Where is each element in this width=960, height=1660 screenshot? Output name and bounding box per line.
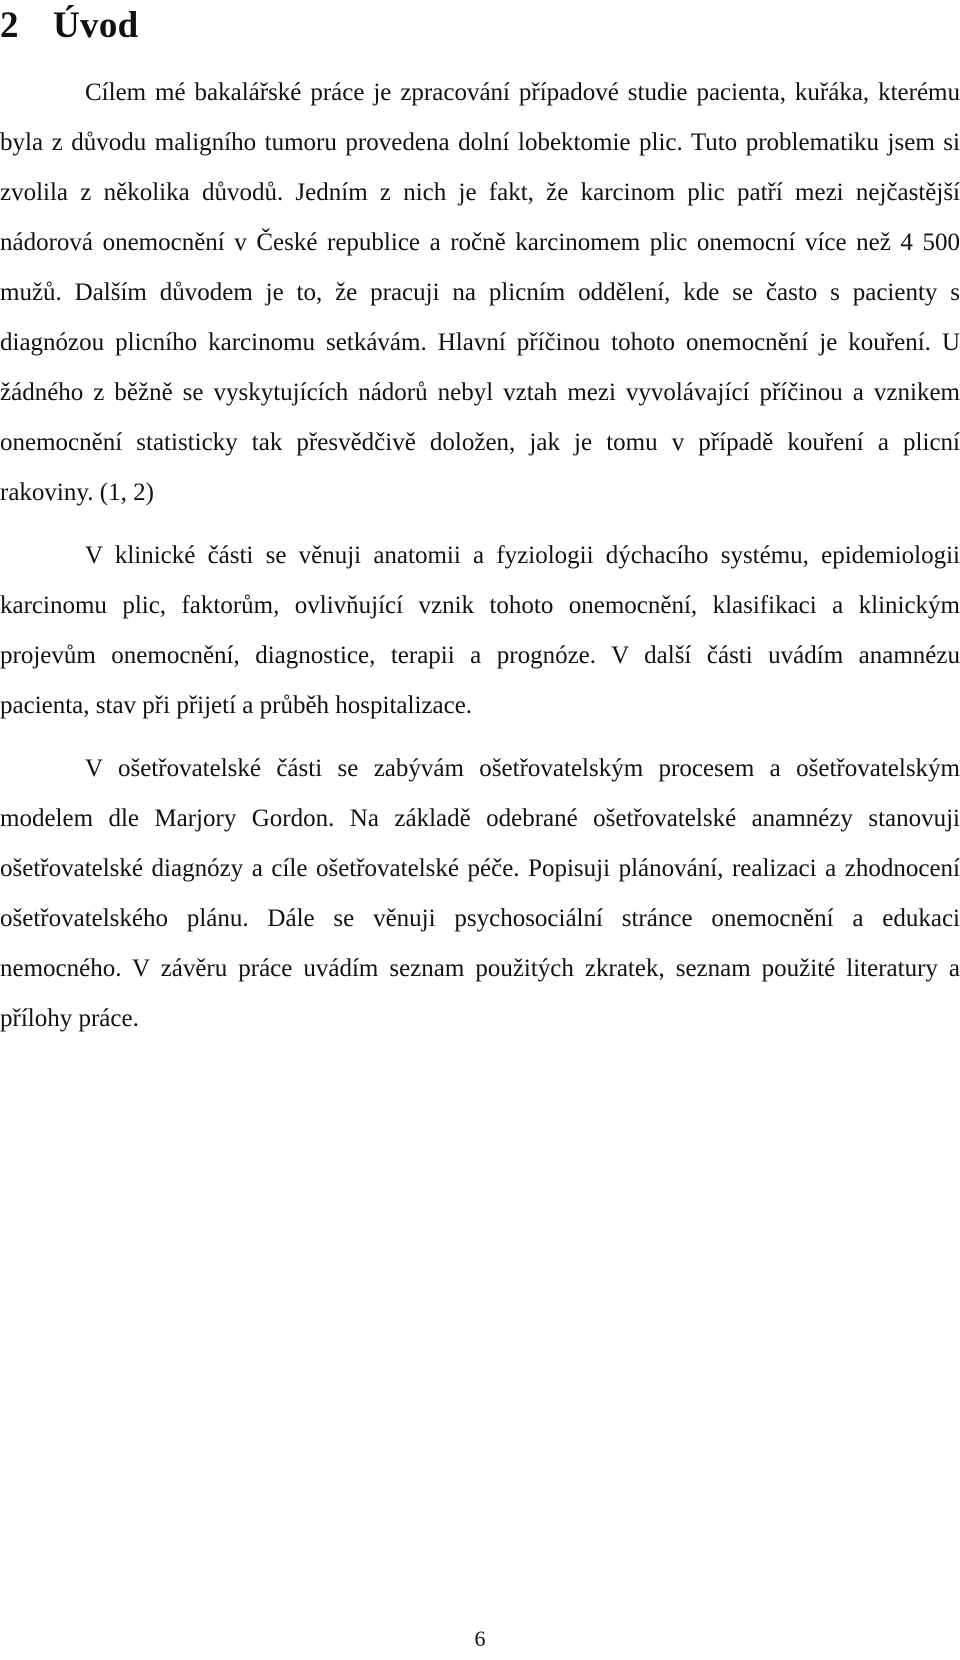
paragraph-nursing-part: V ošetřovatelské části se zabývám ošetřovatelským procesem a ošetřovatelským modelem dle Marjory Gordon. Na základě odebrané ošetřovatelské anamnézy stanovuji ošetřovatelské diagnózy a cíle ošetřovatelské péče. Popisuji plánování, realizaci a zhodnocení ošetřovatelského plánu. Dále se věnuji psychosociální stránce onemocnění a edukaci nemocného. V závěru práce uvádím seznam použitých zkratek, seznam použité literatury a přílohy práce. (0, 755, 960, 1032)
chapter-number: 2 (0, 5, 19, 46)
chapter-heading (0, 2, 139, 50)
paragraph-intro: Cílem mé bakalářské práce je zpracování případové studie pacienta, kuřáka, kterému byla z důvodu maligního tumoru provedena dolní lobektomie plic. Tuto problematiku jsem si zvolila z několika důvodů. Jedním z nich je fakt, že karcinom plic patří mezi nejčastější nádorová onemocnění v České republice a ročně karcinomem plic onemocní více než 4 500 mužů. Dalším důvodem je to, že pracuji na plicním oddělení, kde se často s pacienty s diagnózou plicního karcinomu setkávám. Hlavní příčinou tohoto onemocnění je kouření. U žádného z běžně se vyskytujících nádorů nebyl vztah mezi vyvolávající příčinou a vznikem onemocnění statisticky tak přesvědčivě doložen, jak je tomu v případě kouření a plicní rakoviny. (1, 2) (0, 79, 960, 506)
page-number: 6 (474, 1626, 486, 1651)
chapter-title: Úvod (53, 5, 139, 46)
chapter-body (0, 68, 960, 1044)
paragraph-clinical-part: V klinické části se věnuji anatomii a fyziologii dýchacího systému, epidemiologii karcinomu plic, faktorům, ovlivňující vznik tohoto onemocnění, klasifikaci a klinickým projevům onemocnění, diagnostice, terapii a prognóze. V další části uvádím anamnézu pacienta, stav při přijetí a průběh hospitalizace. (0, 542, 960, 719)
